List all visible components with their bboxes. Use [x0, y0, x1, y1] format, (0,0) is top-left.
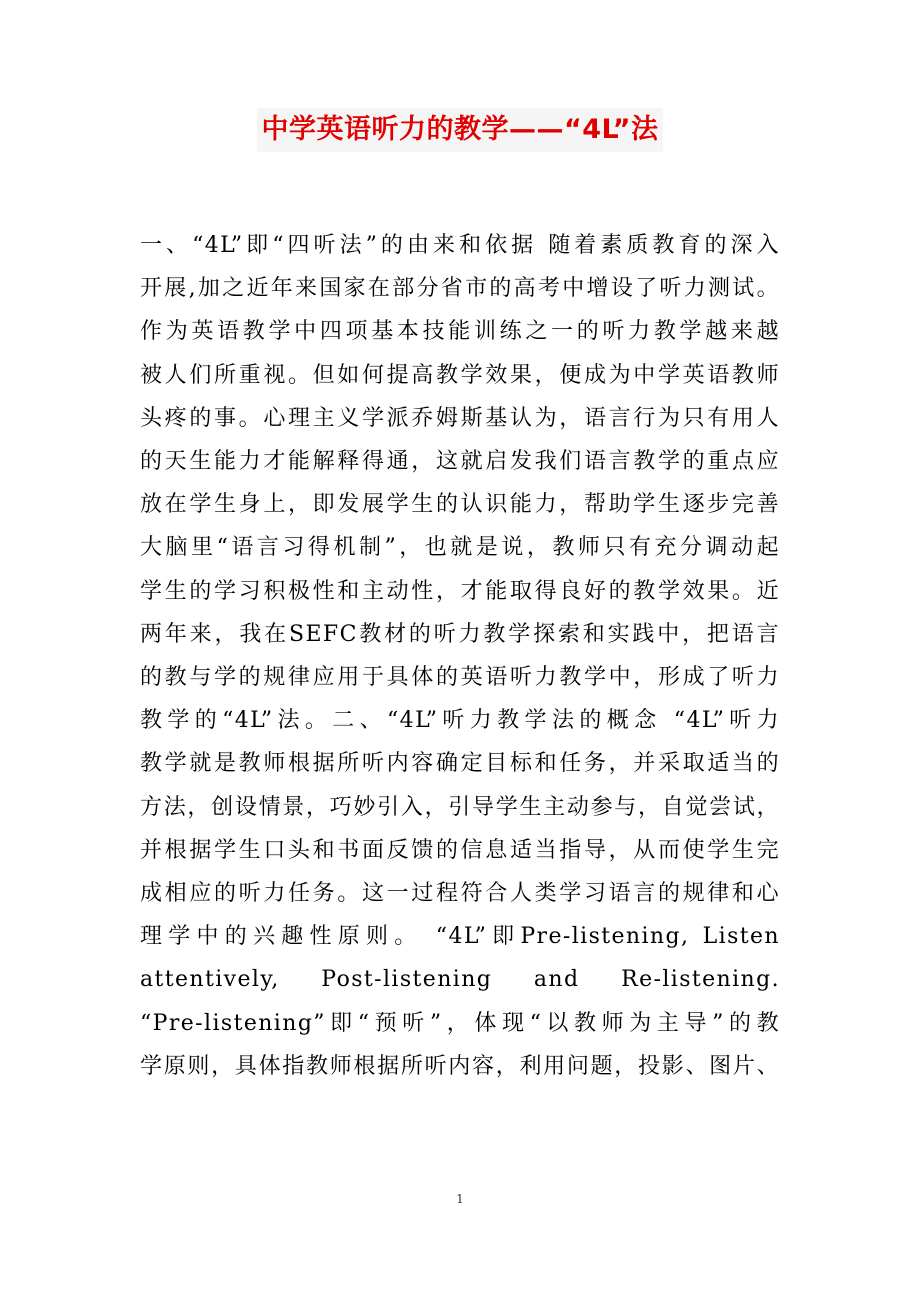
document-body [140, 224, 780, 1088]
body-line: 成相应的听力任务。这一过程符合人类学习语言的规律和心 [140, 881, 780, 907]
body-line: 并根据学生口头和书面反馈的信息适当指导，从而使学生完 [140, 837, 780, 863]
body-line: attentively, Post-listening and Re-listening. [140, 967, 780, 993]
body-line: 开展,加之近年来国家在部分省市的高考中增设了听力测试。 [140, 276, 780, 302]
body-line: 教学的“4L”法。二、“4L”听力教学法的概念 “4L”听力 [140, 708, 780, 734]
body-line: 头疼的事。心理主义学派乔姆斯基认为，语言行为只有用人 [140, 405, 780, 431]
body-line: 大脑里“语言习得机制”，也就是说，教师只有充分调动起 [140, 535, 780, 561]
body-line: 一、“4L”即“四听法”的由来和依据 随着素质教育的深入 [140, 233, 780, 258]
body-line: 学原则，具体指教师根据所听内容，利用问题，投影、图片、 [140, 1053, 780, 1079]
body-line: 学生的学习积极性和主动性，才能取得良好的教学效果。近 [140, 578, 780, 604]
body-line: 两年来，我在SEFC教材的听力教学探索和实践中，把语言 [140, 621, 780, 647]
body-line: 放在学生身上，即发展学生的认识能力，帮助学生逐步完善 [140, 492, 780, 518]
body-line: 方法，创设情景，巧妙引入，引导学生主动参与，自觉尝试， [140, 794, 780, 820]
body-line: 的天生能力才能解释得通，这就启发我们语言教学的重点应 [140, 449, 780, 475]
page-number: 1 [456, 1192, 464, 1206]
body-line: 理学中的兴趣性原则。 “4L”即Pre-listening, Listen [140, 924, 780, 950]
title-wrapper [0, 108, 920, 152]
document-title: 中学英语听力的教学——“4L”法 [257, 108, 662, 152]
body-line: 教学就是教师根据所听内容确定目标和任务，并采取适当的 [140, 751, 780, 777]
body-line: 的教与学的规律应用于具体的英语听力教学中，形成了听力 [140, 665, 780, 691]
body-line: 被人们所重视。但如何提高教学效果，便成为中学英语教师 [140, 362, 780, 388]
body-line: 作为英语教学中四项基本技能训练之一的听力教学越来越 [140, 319, 780, 345]
body-line: “Pre-listening”即“预听”，体现“以教师为主导”的教 [140, 1010, 780, 1036]
